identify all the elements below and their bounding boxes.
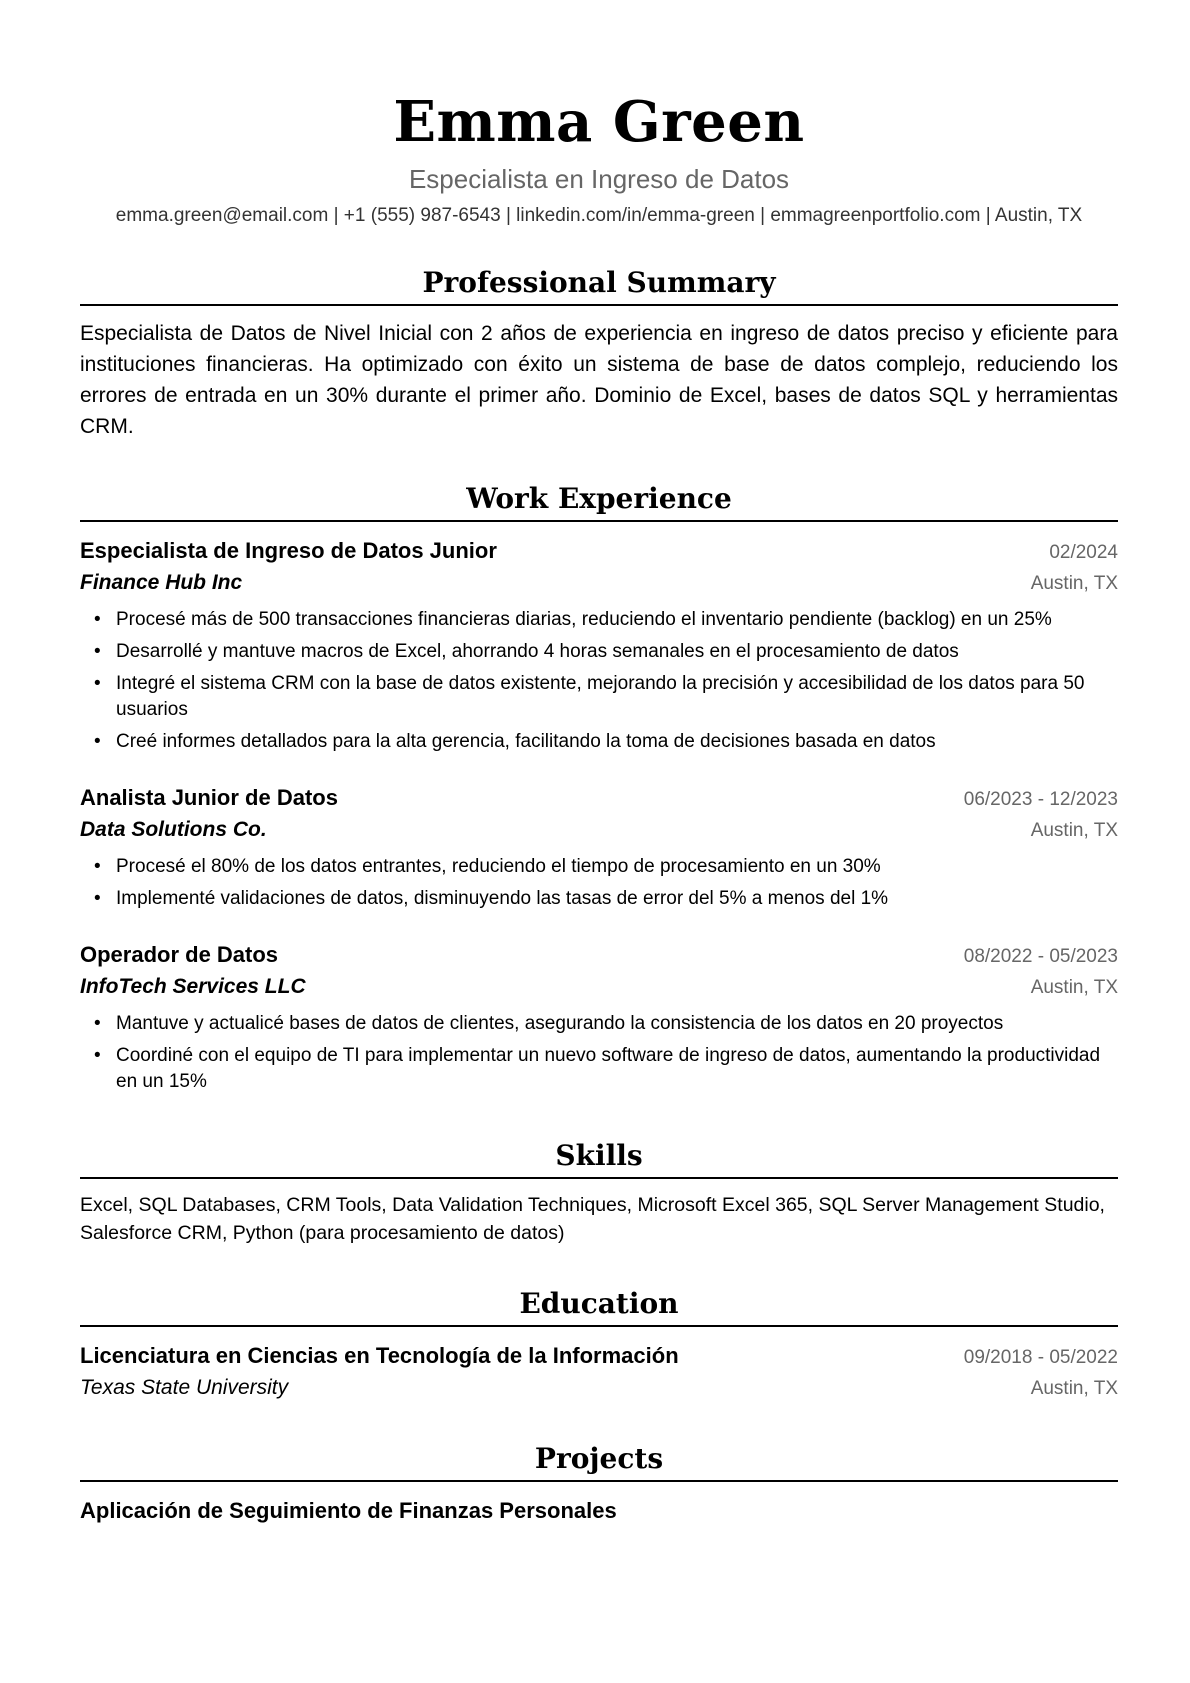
job-location: Austin, TX [1030,573,1118,594]
section-heading-summary: Professional Summary [80,266,1118,306]
job-bullet: • Implementé validaciones de datos, disminuyendo las tasas de error del 5% a menos del 1% [116,886,1118,912]
section-heading-education: Education [80,1287,1118,1327]
job-bullet: • Coordiné con el equipo de TI para implementar un nuevo software de ingreso de datos, aumentando la productividad en un 15% [116,1043,1118,1095]
job-company: Finance Hub Inc [80,571,243,594]
job-company: InfoTech Services LLC [80,975,306,998]
job-location: Austin, TX [1030,977,1118,998]
job-date: 02/2024 [1049,542,1118,563]
school-name: Texas State University [80,1376,289,1399]
job-bullets [80,854,1118,912]
skills-section [80,1139,1118,1247]
job-date: 06/2023 - 12/2023 [963,789,1118,810]
job-title: Especialista de Ingreso de Datos Junior [80,538,497,563]
experience-section [80,482,1118,1095]
candidate-name: Emma Green [393,89,805,155]
degree-title: Licenciatura en Ciencias en Tecnología de la Información [80,1343,679,1368]
job-bullet: • Integré el sistema CRM con la base de datos existente, mejorando la precisión y accesibilidad de los datos para 50 usuarios [116,671,1118,723]
projects-section [80,1442,1118,1526]
job-bullets [80,607,1118,755]
job-bullets [80,1011,1118,1095]
contact-line: emma.green@email.com | +1 (555) 987-6543 | linkedin.com/in/emma-green | emmagreenportfolio.com | Austin, TX [115,205,1083,226]
job-location: Austin, TX [1030,820,1118,841]
job-bullet: • Procesé más de 500 transacciones financieras diarias, reduciendo el inventario pendiente (backlog) en un 25% [116,607,1118,633]
job-bullet: • Mantuve y actualicé bases de datos de clientes, asegurando la consistencia de los datos en 20 proyectos [116,1011,1118,1037]
skills-text: Excel, SQL Databases, CRM Tools, Data Validation Techniques, Microsoft Excel 365, SQL Server Management Studio, Salesforce CRM, Python (para procesamiento de datos) [80,1194,1105,1244]
summary-text: Especialista de Datos de Nivel Inicial con 2 años de experiencia en ingreso de datos preciso y eficiente para instituciones financieras. Ha optimizado con éxito un sistema de base de datos complejo, reduciendo los errores de entrada en un 30% durante el primer año. Dominio de Excel, bases de datos SQL y herramientas CRM. [80,322,1118,438]
resume-page [80,0,1118,1526]
section-heading-experience: Work Experience [80,482,1118,522]
education-date: 09/2018 - 05/2022 [963,1347,1118,1368]
job-entry [80,536,1118,755]
education-location: Austin, TX [1030,1378,1118,1399]
job-bullet: • Procesé el 80% de los datos entrantes, reduciendo el tiempo de procesamiento en un 30% [116,854,1118,880]
job-title: Operador de Datos [80,942,279,967]
job-bullet: • Creé informes detallados para la alta gerencia, facilitando la toma de decisiones basada en datos [116,729,1118,755]
job-title: Analista Junior de Datos [80,785,338,810]
section-heading-skills: Skills [80,1139,1118,1179]
job-entry [80,940,1118,1095]
job-company: Data Solutions Co. [80,818,267,841]
summary-section [80,266,1118,442]
job-bullet: • Desarrollé y mantuve macros de Excel, ahorrando 4 horas semanales en el procesamiento de datos [116,639,1118,665]
job-entry [80,783,1118,912]
education-entry [80,1341,1118,1404]
project-title: Aplicación de Seguimiento de Finanzas Personales [80,1498,617,1523]
section-heading-projects: Projects [80,1442,1118,1482]
candidate-title: Especialista en Ingreso de Datos [408,164,790,194]
job-date: 08/2022 - 05/2023 [963,946,1118,967]
education-section [80,1287,1118,1404]
